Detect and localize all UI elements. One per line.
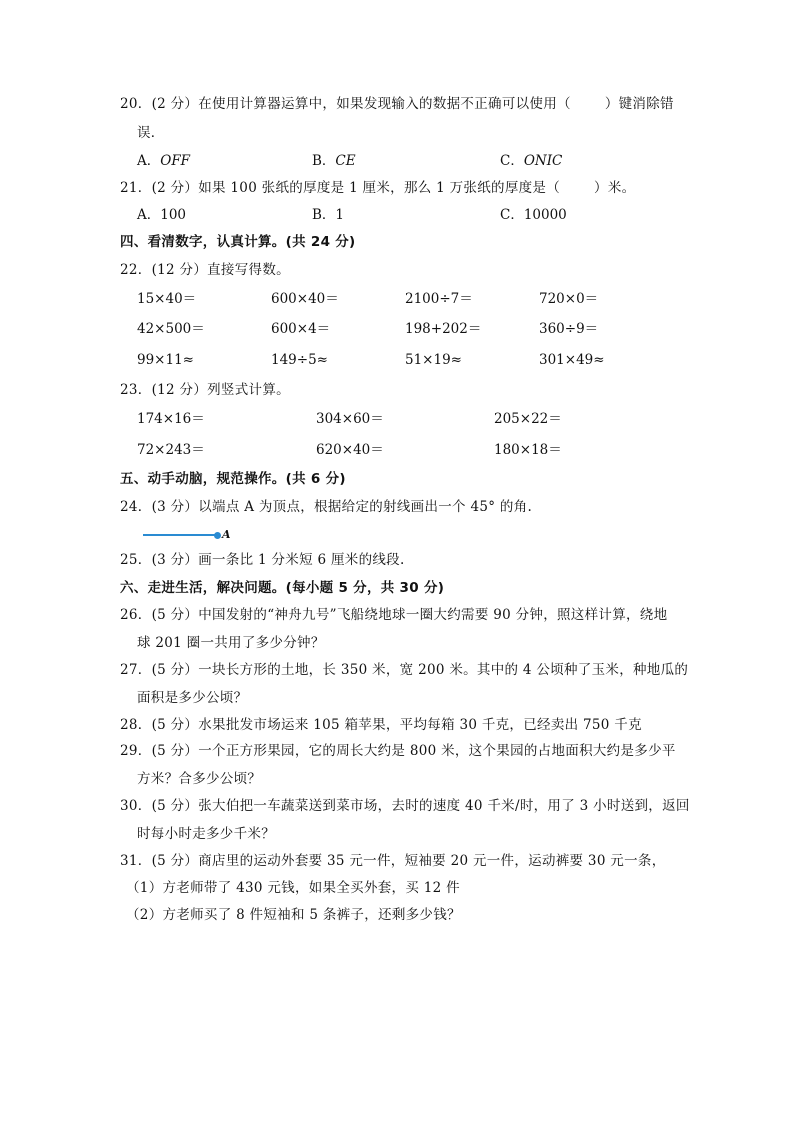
ray-endpoint bbox=[214, 532, 221, 539]
q31-line1: 31．(5 分）商店里的运动外套要 35 元一件，短袖要 20 元一件，运动裤要 30 元一条， bbox=[120, 853, 666, 869]
q21-option-a: A．100 bbox=[137, 207, 187, 223]
q22-cell: 198+202＝ bbox=[405, 321, 482, 337]
q27-line2: 面积是多少公顷？ bbox=[137, 690, 248, 706]
q30-line1: 30．(5 分）张大伯把一车蔬菜送到菜市场，去时的速度 40 千米/时，用了 3 小时送到，返回 bbox=[120, 798, 690, 814]
q23-cell: 620×40＝ bbox=[316, 442, 384, 458]
ray-point-label: A bbox=[222, 528, 231, 541]
section-4-heading: 四、看清数字，认真计算。(共 24 分) bbox=[120, 234, 356, 250]
q22-cell: 42×500＝ bbox=[137, 321, 205, 337]
q23-cell: 205×22＝ bbox=[494, 411, 562, 427]
q24-text: 24．(3 分）以端点 A 为顶点，根据给定的射线画出一个 45° 的角. bbox=[120, 499, 533, 515]
q22-cell: 149÷5≈ bbox=[271, 352, 328, 368]
q21-text-end: ）米。 bbox=[594, 180, 636, 196]
q20-option-b-value: CE bbox=[335, 153, 356, 169]
q20-text: 20．(2 分）在使用计算器运算中，如果发现输入的数据不正确可以使用（ bbox=[120, 96, 571, 112]
q31-sub2: （2）方老师买了 8 件短袖和 5 条裤子，还剩多少钱？ bbox=[126, 907, 461, 923]
q26-line1: 26．(5 分）中国发射的“神舟九号”飞船绕地球一圈大约需要 90 分钟，照这样计算，绕地 bbox=[120, 607, 668, 623]
q21-text: 21．(2 分）如果 100 张纸的厚度是 1 厘米，那么 1 万张纸的厚度是（ bbox=[120, 180, 561, 196]
q20-option-b-label: B． bbox=[312, 153, 336, 169]
q20-option-a bbox=[137, 152, 190, 170]
q23-title: 23．(12 分）列竖式计算。 bbox=[120, 382, 290, 398]
q23-cell: 304×60＝ bbox=[316, 411, 384, 427]
q20-line2: 误． bbox=[137, 125, 165, 141]
q20-option-a-label: A． bbox=[137, 153, 161, 169]
q22-cell: 301×49≈ bbox=[539, 352, 605, 368]
q29-line2: 方米？合多少公顷？ bbox=[137, 771, 262, 787]
q20-option-b bbox=[312, 152, 356, 170]
q20-option-c bbox=[500, 152, 562, 170]
q20-line1 bbox=[120, 95, 674, 113]
q30-line2: 时每小时走多少千米？ bbox=[137, 826, 275, 842]
q22-cell: 99×11≈ bbox=[137, 352, 194, 368]
q23-cell: 72×243＝ bbox=[137, 442, 205, 458]
q20-option-a-value: OFF bbox=[160, 153, 191, 169]
q22-cell: 51×19≈ bbox=[405, 352, 462, 368]
q21-option-c: C．10000 bbox=[500, 207, 567, 223]
q22-cell: 2100÷7＝ bbox=[405, 291, 473, 307]
q27-line1: 27．(5 分）一块长方形的土地，长 350 米，宽 200 米。其中的 4 公顷种了玉米，种地瓜的 bbox=[120, 662, 689, 678]
q22-cell: 360÷9＝ bbox=[539, 321, 599, 337]
q21-line1 bbox=[120, 179, 635, 197]
q31-sub1: （1）方老师带了 430 元钱，如果全买外套，买 12 件 bbox=[126, 880, 460, 896]
q22-cell: 720×0＝ bbox=[539, 291, 599, 307]
q22-cell: 15×40＝ bbox=[137, 291, 197, 307]
q23-cell: 174×16＝ bbox=[137, 411, 205, 427]
section-6-heading: 六、走进生活，解决问题。(每小题 5 分，共 30 分) bbox=[120, 580, 445, 596]
section-5-heading: 五、动手动脑，规范操作。(共 6 分) bbox=[120, 471, 346, 487]
q20-option-c-label: C． bbox=[500, 153, 524, 169]
q25-text: 25．(3 分）画一条比 1 分米短 6 厘米的线段. bbox=[120, 552, 405, 568]
q23-cell: 180×18＝ bbox=[494, 442, 562, 458]
ray-line bbox=[143, 534, 219, 536]
q22-cell: 600×40＝ bbox=[271, 291, 339, 307]
q21-option-b: B．1 bbox=[312, 207, 345, 223]
q28-line1: 28．(5 分）水果批发市场运来 105 箱苹果，平均每箱 30 千克，已经卖出 750 千克 bbox=[120, 717, 642, 733]
q20-option-c-value: ONIC bbox=[523, 153, 563, 169]
q22-cell: 600×4＝ bbox=[271, 321, 331, 337]
q22-title: 22．(12 分）直接写得数。 bbox=[120, 262, 290, 278]
q26-line2: 球 201 圈一共用了多少分钟？ bbox=[137, 635, 325, 651]
q29-line1: 29．(5 分）一个正方形果园，它的周长大约是 800 米，这个果园的占地面积大约是多少平 bbox=[120, 743, 676, 759]
q20-text-end: ）键消除错 bbox=[604, 96, 674, 112]
